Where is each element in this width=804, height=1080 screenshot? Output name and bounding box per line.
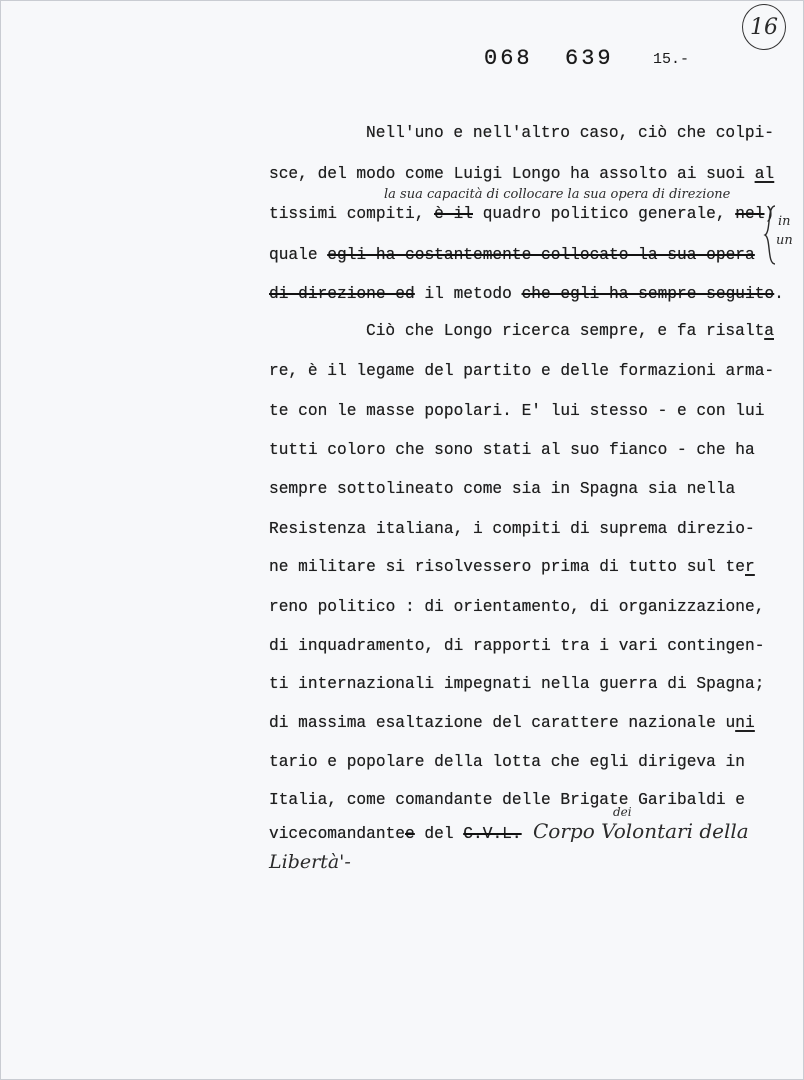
handwritten-correction: Corpo Volontari della <box>533 819 749 843</box>
p1-line-3-struck-a: è il <box>434 205 473 223</box>
margin-note-un: un <box>776 233 793 248</box>
p1-line-3-b: quadro politico generale, <box>473 205 736 223</box>
p2-line-13: Italia, come comandante delle Brigate Garibaldi e <box>269 791 745 809</box>
p1-line-5-c: . <box>774 285 784 303</box>
p2-line-3: te con le masse popolari. E' lui stesso - e con lui <box>269 402 765 420</box>
p2-line-10: ti internazionali impegnati nella guerra di Spagna; <box>269 675 765 693</box>
p2-line-14-b: del <box>414 825 464 843</box>
p2-line-4: tutti coloro che sono stati al suo fianco - che ha <box>269 441 755 459</box>
p1-line-2-underlined: al <box>754 165 775 183</box>
handwritten-ending: Libertà'- <box>269 851 351 873</box>
p1-line-5-b: il metodo <box>414 285 522 303</box>
p1-line-2-text: sce, del modo come Luigi Longo ha assolto ai suoi <box>269 165 755 183</box>
p2-line-7-underlined: r <box>745 558 755 576</box>
margin-brace-icon <box>763 204 777 266</box>
p2-line-1 <box>366 321 774 341</box>
p2-line-9: di inquadramento, di rapporti tra i vari contingen- <box>269 637 765 655</box>
p2-line-12: tario e popolare della lotta che egli dirigeva in <box>269 753 745 771</box>
p2-line-7-text: ne militare si risolvessero prima di tutto sul te <box>269 558 745 576</box>
p2-line-14-struck-b: C.V.L. <box>463 825 522 843</box>
p1-line-5-struck-b: che egli ha sempre seguito <box>521 285 775 303</box>
document-number: 068 639 <box>484 46 614 71</box>
p1-line-2 <box>269 164 774 184</box>
p2-line-5: sempre sottolineato come sia in Spagna sia nella <box>269 480 736 498</box>
p2-line-11-underlined: ni <box>735 714 755 732</box>
handwritten-dei: dei <box>613 805 632 819</box>
p1-line-4-a: quale <box>269 246 328 264</box>
handwritten-insertion: la sua capacità di collocare la sua opera di direzione <box>384 187 731 202</box>
page-label: 15.- <box>653 51 690 68</box>
p1-line-4-struck: egli ha costantemente collocato la sua opera <box>327 246 755 264</box>
p2-line-6: Resistenza italiana, i compiti di suprema direzio- <box>269 520 755 538</box>
p1-line-3-struck-b: nel <box>735 205 765 223</box>
p2-line-7 <box>269 557 755 577</box>
p2-line-14 <box>269 824 522 844</box>
p1-line-3 <box>269 204 774 224</box>
p2-line-1-underlined: a <box>764 322 774 340</box>
p2-line-11-text: di massima esaltazione del carattere nazionale u <box>269 714 736 732</box>
p2-line-1-text: Ciò che Longo ricerca sempre, e fa risalt <box>366 322 765 340</box>
p2-line-2: re, è il legame del partito e delle formazioni arma- <box>269 362 775 380</box>
p1-line-3-c: ) <box>764 205 775 223</box>
p2-line-14-struck-a: e <box>405 825 415 843</box>
p1-line-3-a: tissimi compiti, <box>269 205 435 223</box>
p1-line-5 <box>269 284 784 304</box>
p2-line-8: reno politico : di orientamento, di organizzazione, <box>269 598 765 616</box>
p1-line-1: Nell'uno e nell'altro caso, ciò che colpi- <box>366 124 774 142</box>
margin-note-in: in <box>778 214 791 229</box>
handwritten-page-number: 16 <box>742 4 786 50</box>
p2-line-11 <box>269 713 755 733</box>
p1-line-4 <box>269 245 755 265</box>
p1-line-5-struck-a: di direzione ed <box>269 285 415 303</box>
p2-line-14-a: vicecomandante <box>269 825 405 843</box>
